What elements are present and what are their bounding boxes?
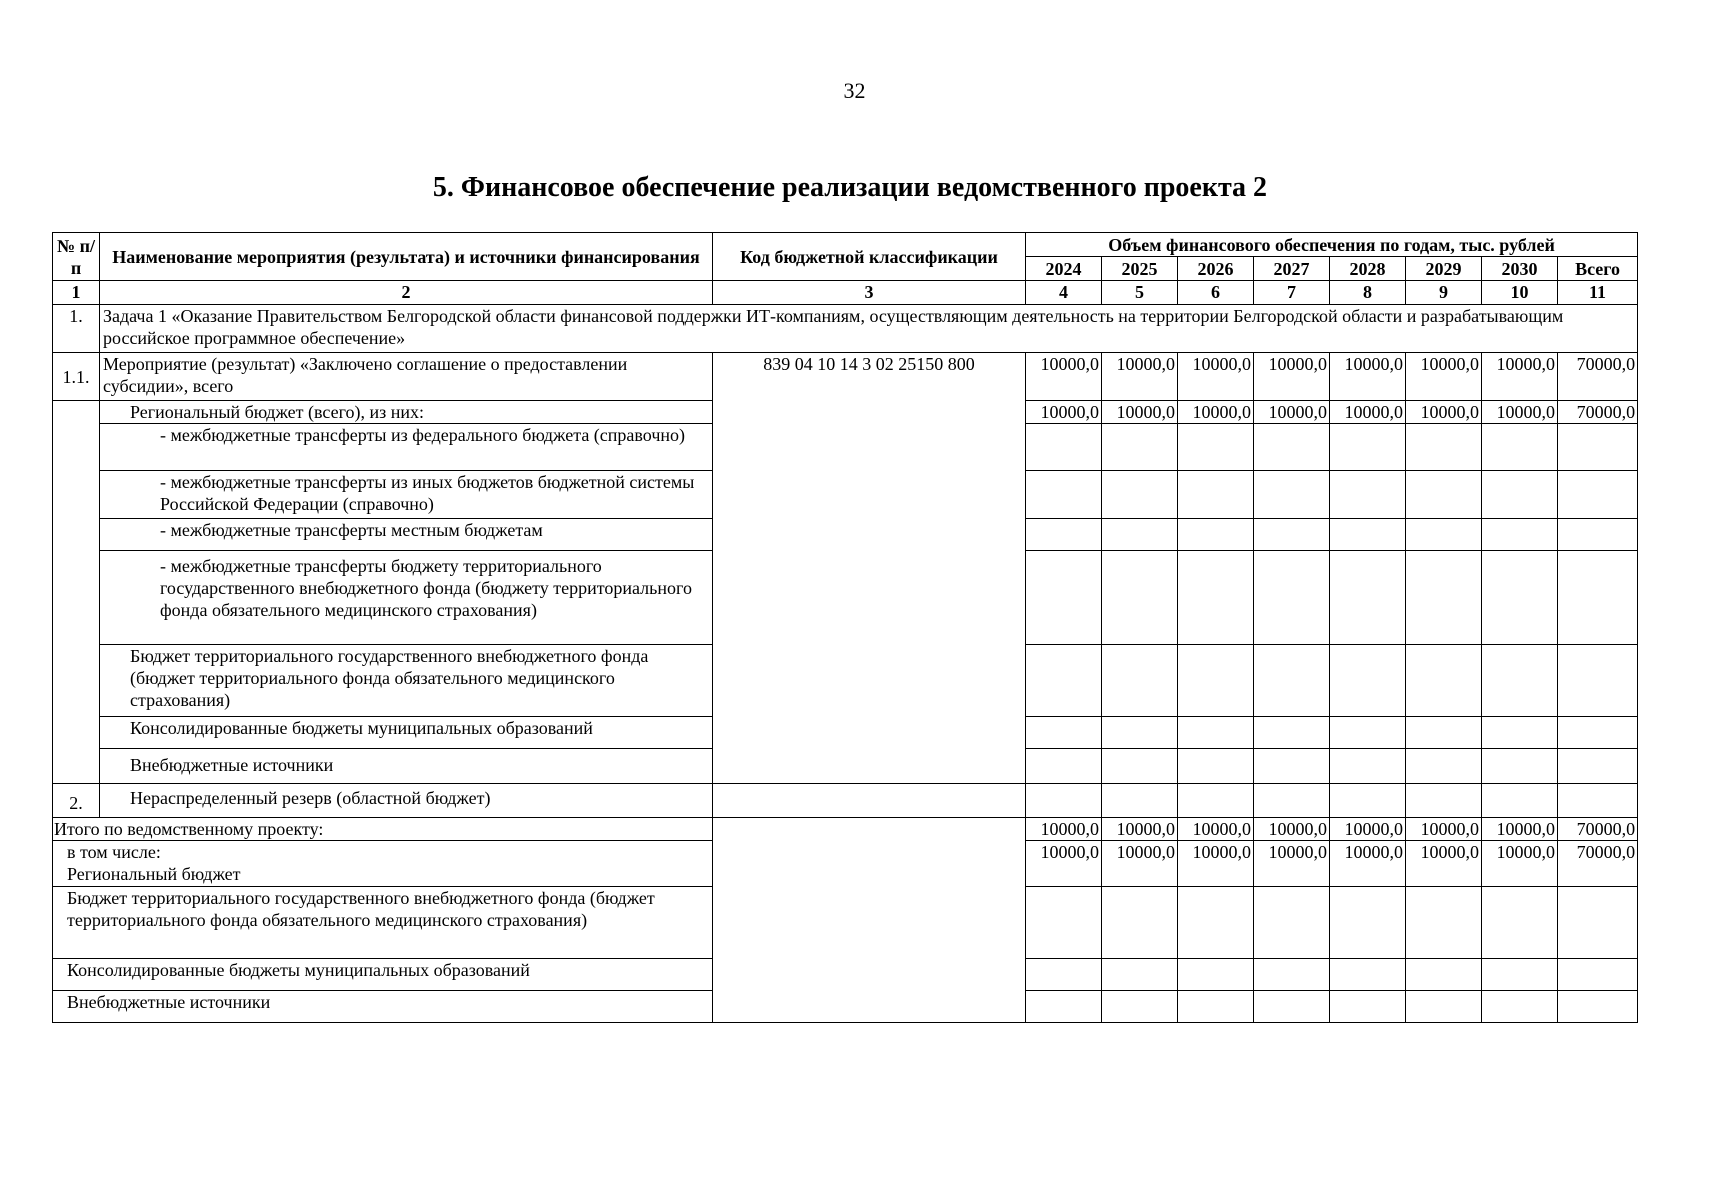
name-column-header: Наименование мероприятия (результата) и источники финансирования [100, 233, 713, 281]
value-cell: 70000,0 [1558, 401, 1638, 424]
value-cell: 10000,0 [1406, 353, 1482, 401]
value-cell: 10000,0 [1406, 401, 1482, 424]
value-cell: 10000,0 [1178, 401, 1254, 424]
total-code-cell [713, 818, 1026, 1023]
value-cell: 10000,0 [1102, 353, 1178, 401]
value-cell: 10000,0 [1178, 818, 1254, 841]
value-cell: 10000,0 [1254, 818, 1330, 841]
year-header: 2028 [1330, 257, 1406, 281]
code-column-header: Код бюджетной классификации [713, 233, 1026, 281]
column-number: 10 [1482, 281, 1558, 305]
total-municipal-label: Консолидированные бюджеты муниципальных образований [53, 959, 713, 991]
value-cell: 70000,0 [1558, 818, 1638, 841]
reserve-name: Нераспределенный резерв (областной бюджет) [100, 784, 713, 818]
total-extrabudget-label: Внебюджетные источники [53, 991, 713, 1023]
total-header: Всего [1558, 257, 1638, 281]
column-number: 2 [100, 281, 713, 305]
regional-budget-label: Региональный бюджет (всего), из них: [100, 401, 713, 424]
value-cell: 10000,0 [1026, 818, 1102, 841]
municipal-label: Консолидированные бюджеты муниципальных образований [100, 717, 713, 749]
value-cell: 10000,0 [1406, 841, 1482, 887]
regional-budget-label: Региональный бюджет [67, 864, 241, 884]
year-header: 2026 [1178, 257, 1254, 281]
column-number: 9 [1406, 281, 1482, 305]
value-cell: 10000,0 [1026, 841, 1102, 887]
volume-column-header: Объем финансового обеспечения по годам, тыс. рублей [1026, 233, 1638, 257]
value-cell: 10000,0 [1102, 818, 1178, 841]
value-cell: 10000,0 [1254, 353, 1330, 401]
value-cell: 10000,0 [1330, 818, 1406, 841]
task-row [53, 305, 1638, 353]
column-number: 1 [53, 281, 100, 305]
task-text: Задача 1 «Оказание Правительством Белгородской области финансовой поддержки ИТ-компаниям, осуществляющим деятельность на территории Белгородской области и разрабатывающим российское программное обеспечение» [100, 305, 1638, 353]
reserve-number: 2. [53, 784, 100, 818]
column-number: 8 [1330, 281, 1406, 305]
budget-code: 839 04 10 14 3 02 25150 800 [713, 353, 1026, 784]
column-number: 3 [713, 281, 1026, 305]
column-number: 6 [1178, 281, 1254, 305]
total-regional-label [53, 841, 713, 887]
value-cell: 10000,0 [1254, 401, 1330, 424]
total-row [53, 818, 1638, 841]
page-number: 32 [843, 78, 866, 103]
measure-number: 1.1. [53, 353, 100, 401]
value-cell: 70000,0 [1558, 841, 1638, 887]
num-column-header: № п/п [53, 233, 100, 281]
value-cell: 10000,0 [1254, 841, 1330, 887]
financing-table [52, 232, 1638, 1023]
value-cell: 10000,0 [1482, 818, 1558, 841]
year-header: 2027 [1254, 257, 1330, 281]
value-cell: 10000,0 [1026, 401, 1102, 424]
extrabudget-label: Внебюджетные источники [100, 749, 713, 784]
column-number: 5 [1102, 281, 1178, 305]
value-cell: 10000,0 [1330, 353, 1406, 401]
value-cell: 10000,0 [1482, 841, 1558, 887]
measure-name: Мероприятие (результат) «Заключено соглашение о предоставлении субсидии», всего [100, 353, 713, 401]
year-header: 2025 [1102, 257, 1178, 281]
fund-budget-label: Бюджет территориального государственного внебюджетного фонда (бюджет территориального фонда обязательного медицинского страхования) [100, 645, 713, 717]
column-numbers-row [53, 281, 1638, 305]
value-cell: 10000,0 [1026, 353, 1102, 401]
year-header: 2029 [1406, 257, 1482, 281]
column-number: 4 [1026, 281, 1102, 305]
year-header: 2024 [1026, 257, 1102, 281]
header-row [53, 233, 1638, 257]
value-cell: 10000,0 [1178, 353, 1254, 401]
federal-transfers-label: - межбюджетные трансферты из федерального бюджета (справочно) [100, 424, 713, 471]
page-title: 5. Финансовое обеспечение реализации ведомственного проекта 2 [432, 172, 1268, 203]
fund-transfers-label: - межбюджетные трансферты бюджету территориального государственного внебюджетного фонда (бюджету территориального фонда обязательного медицинского страхования) [100, 551, 713, 645]
value-cell: 10000,0 [1330, 401, 1406, 424]
value-cell: 70000,0 [1558, 353, 1638, 401]
value-cell: 10000,0 [1178, 841, 1254, 887]
value-cell: 10000,0 [1482, 353, 1558, 401]
task-number: 1. [53, 305, 100, 353]
total-fund-budget-label: Бюджет территориального государственного внебюджетного фонда (бюджет территориального фонда обязательного медицинского страхования) [53, 887, 713, 959]
empty-num-cell [53, 401, 100, 784]
column-number: 11 [1558, 281, 1638, 305]
value-cell: 10000,0 [1330, 841, 1406, 887]
value-cell: 10000,0 [1406, 818, 1482, 841]
including-label: в том числе: [67, 842, 161, 862]
year-header: 2030 [1482, 257, 1558, 281]
column-number: 7 [1254, 281, 1330, 305]
measure-row [53, 353, 1638, 401]
value-cell: 10000,0 [1102, 841, 1178, 887]
value-cell: 10000,0 [1102, 401, 1178, 424]
local-transfers-label: - межбюджетные трансферты местным бюджетам [100, 519, 713, 551]
total-label: Итого по ведомственному проекту: [53, 818, 713, 841]
other-transfers-label: - межбюджетные трансферты из иных бюджетов бюджетной системы Российской Федерации (справочно) [100, 471, 713, 519]
value-cell: 10000,0 [1482, 401, 1558, 424]
reserve-row [53, 784, 1638, 818]
